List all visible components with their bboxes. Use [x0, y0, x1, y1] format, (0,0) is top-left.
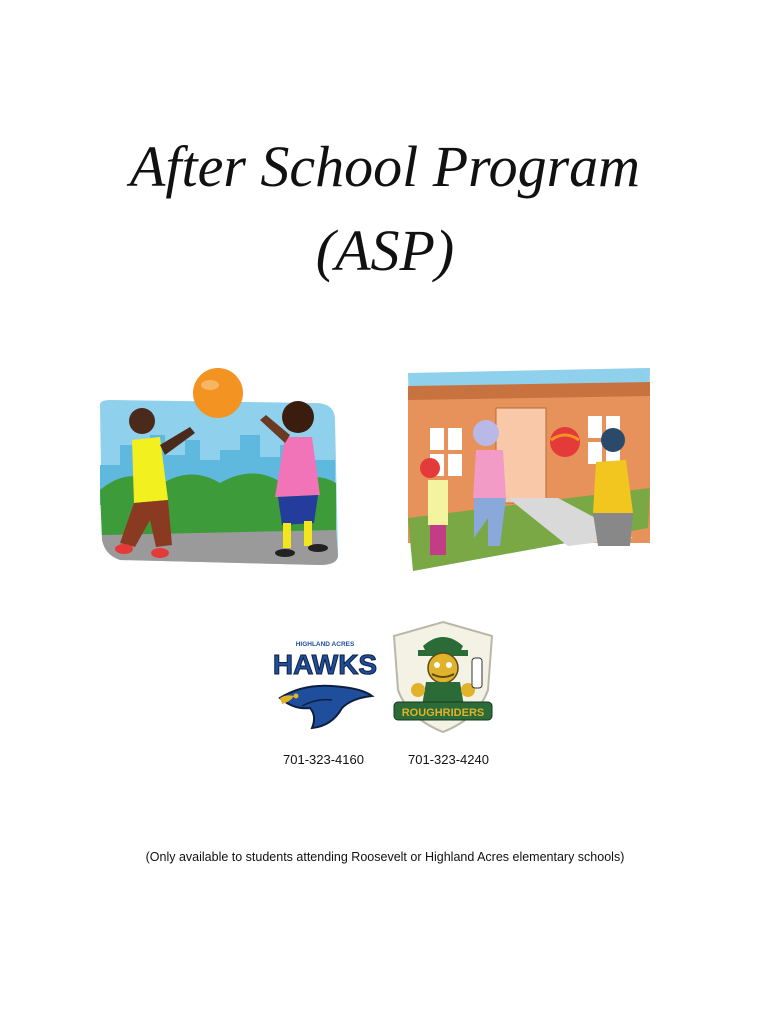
hawks-logo-icon: [272, 636, 378, 734]
page-title: After School Program: [129, 134, 641, 199]
page-subtitle: (ASP): [315, 218, 455, 283]
hawks-phone: 701-323-4160: [283, 752, 364, 767]
hawks-logo-top-text: HIGHLAND ACRES: [295, 641, 355, 648]
kids-playing-ball-icon: [90, 365, 340, 570]
roughriders-logo-text: ROUGHRIDERS: [401, 707, 485, 719]
hawks-logo-main-text: HAWKS: [272, 649, 378, 680]
roughriders-logo-icon: [388, 618, 498, 736]
availability-note: (Only available to students attending Roosevelt or Highland Acres elementary schools): [145, 850, 625, 864]
kids-playground-school-icon: [408, 368, 653, 573]
roughriders-phone: 701-323-4240: [408, 752, 489, 767]
